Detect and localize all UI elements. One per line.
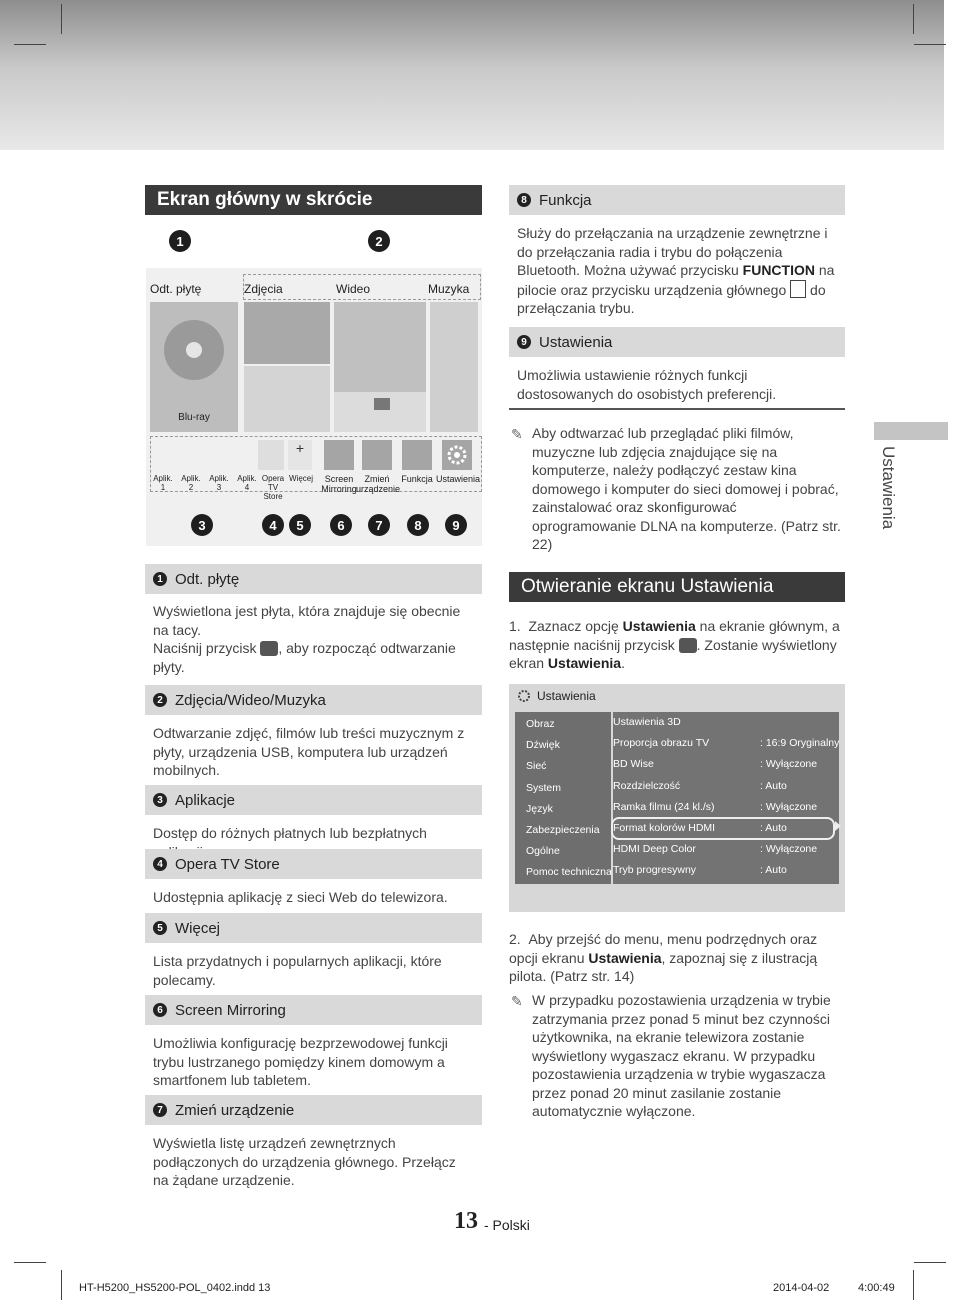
menu-option-value: : Wyłączone: [760, 843, 818, 856]
step-1: [509, 617, 845, 673]
callout-9: 9: [445, 514, 467, 536]
step-1-d: . Zostanie wyświetlony ekran: [509, 636, 837, 671]
item-8-title: Funkcja: [539, 191, 592, 209]
more-tile: +: [288, 440, 312, 470]
item-2-text: Odtwarzanie zdjęć, filmów lub treści muzycznym z płyty, urządzenia USB, komputera lub urządzeń mobilnych.: [153, 725, 465, 778]
disc-tile: [150, 302, 238, 432]
item-2-title: Zdjęcia/Wideo/Muzyka: [175, 691, 326, 709]
menu-category-item[interactable]: System: [526, 781, 562, 794]
label-music: Muzyka: [428, 282, 470, 296]
settings-label: Ustawienia: [436, 474, 481, 484]
item-9-header: [509, 327, 845, 357]
label-bluray: Blu-ray: [178, 412, 210, 423]
callout-7: 7: [368, 514, 390, 536]
app-4-label: Aplik. 4: [237, 474, 257, 492]
divider: [509, 408, 845, 410]
item-4-num: 4: [153, 857, 167, 871]
step-1-f: .: [621, 655, 625, 671]
item-5-num: 5: [153, 921, 167, 935]
crop-mark: [913, 1270, 914, 1300]
item-3-text: Dostęp do różnych płatnych lub bezpłatnych: [153, 825, 427, 841]
menu-option-value: : Wyłączone: [760, 758, 818, 771]
item-5-title: Więcej: [175, 919, 221, 937]
item-6-header: [145, 995, 482, 1025]
item-3-title: Aplikacje: [175, 791, 236, 809]
change-device-label: Zmień urządzenie: [356, 474, 401, 494]
menu-option-label[interactable]: Format kolorów HDMI: [613, 822, 716, 834]
item-8-desc-c: na pilocie oraz przycisku urządzenia głównego: [517, 262, 835, 298]
enter-button-icon: [679, 638, 697, 653]
step-1-e: Ustawienia: [547, 655, 622, 671]
menu-option-value: : Auto: [760, 779, 787, 792]
menu-option-label[interactable]: Proporcja obrazu TV: [613, 737, 710, 750]
page-lang: - Polski: [484, 1217, 530, 1233]
crop-mark: [914, 44, 946, 45]
note-icon: ✎: [511, 993, 523, 1009]
media-group-outline: [243, 274, 481, 300]
label-photos: Zdjęcia: [244, 282, 283, 296]
item-1-header: [145, 564, 482, 594]
item-4-text: Udostępnia aplikację z sieci Web do telewizora.: [153, 889, 448, 905]
item-8-text: [517, 224, 835, 318]
menu-option-label[interactable]: BD Wise: [613, 758, 654, 771]
callout-6: 6: [330, 514, 352, 536]
menu-option-value: : Auto: [760, 822, 787, 834]
item-7-num: 7: [153, 1103, 167, 1117]
video-tile: [334, 302, 426, 432]
step-2-num: 2.: [509, 931, 521, 947]
opera-tile: [258, 440, 284, 470]
side-tab: [874, 422, 948, 440]
item-6-num: 6: [153, 1003, 167, 1017]
section-2-title: [509, 572, 845, 602]
item-6-text: Umożliwia konfigurację bezprzewodowej funkcji trybu lustrzanego pomiędzy kinem domowym a smartfonem lub tabletem.: [153, 1035, 448, 1088]
crop-mark: [914, 1262, 946, 1263]
item-9-title: Ustawienia: [539, 333, 613, 351]
menu-category-item[interactable]: Ogólne: [526, 845, 560, 858]
app-2-label: Aplik. 2: [181, 474, 201, 492]
menu-option-value: : Wyłączone: [760, 800, 818, 813]
header-band: [0, 0, 944, 150]
function-tile: [402, 440, 432, 470]
highlight-frame: [611, 817, 835, 840]
menu-category-item[interactable]: Obraz: [526, 718, 555, 730]
crop-mark: [61, 4, 62, 34]
function-button-icon: [790, 280, 806, 298]
item-5-header: [145, 913, 482, 943]
callout-2: 2: [368, 230, 390, 252]
menu-option-label[interactable]: Ramka filmu (24 kl./s): [613, 800, 715, 813]
settings-menu-left: [515, 712, 611, 884]
menu-option-label[interactable]: Tryb progresywny: [613, 864, 697, 877]
note-icon: ✎: [511, 426, 523, 442]
menu-option-value: : 16:9 Oryginalny: [760, 737, 840, 750]
app-3-label: Aplik. 3: [209, 474, 229, 492]
step-1-c: na ekranie głównym, a następnie naciśnij przycisk: [509, 618, 840, 653]
change-device-tile: [362, 440, 392, 470]
photos-tile: [244, 302, 330, 364]
item-7-title: Zmień urządzenie: [175, 1101, 295, 1119]
label-play-disc: Odt. płytę: [150, 282, 202, 296]
item-9-text: Umożliwia ustawienie różnych funkcji dostosowanych do osobistych preferencji.: [517, 367, 777, 402]
item-2-header: [145, 685, 482, 715]
enter-button-icon: [260, 641, 278, 656]
item-6-title: Screen Mirroring: [175, 1001, 286, 1019]
step-1-a: Zaznacz opcję: [528, 618, 623, 634]
item-1-num: 1: [153, 572, 167, 586]
item-8-function-word: FUNCTION: [742, 262, 815, 278]
crop-mark: [913, 4, 914, 34]
step-2-b: Ustawienia: [588, 949, 662, 966]
callout-8: 8: [407, 514, 429, 536]
item-8-desc-d: do przełączania trybu.: [517, 281, 826, 316]
function-label: Funkcja: [401, 474, 433, 484]
page-number: 13: [454, 1208, 478, 1234]
gear-icon: [517, 689, 531, 703]
menu-option-value: : Auto: [760, 864, 787, 877]
crop-mark: [14, 44, 46, 45]
footer-file: HT-H5200_HS5200-POL_0402.indd 13: [79, 1282, 271, 1294]
item-9-num: 9: [517, 335, 531, 349]
menu-option-label[interactable]: Rozdzielczość: [613, 779, 681, 792]
menu-category-item[interactable]: Sieć: [526, 760, 547, 773]
settings-tile: [442, 440, 472, 470]
settings-menu: [509, 684, 845, 912]
screen-mirroring-label: Screen Mirroring: [321, 474, 357, 494]
section-title: [145, 185, 482, 215]
home-screen-illustration: [146, 268, 482, 546]
item-1-desc: Wyświetlona jest płyta, która znajduje się obecnie na tacy.: [153, 603, 461, 638]
item-3-header: [145, 785, 482, 815]
step-1-b: Ustawienia: [622, 618, 696, 634]
footer-date: 2014-04-02: [773, 1282, 830, 1294]
callout-5: 5: [289, 514, 311, 536]
label-video: Wideo: [336, 282, 371, 296]
callout-4: 4: [262, 514, 284, 536]
item-3-num: 3: [153, 793, 167, 807]
menu-category-item[interactable]: Pomoc techniczna: [526, 866, 612, 879]
opera-label: Opera TV Store: [261, 474, 285, 501]
menu-option-label[interactable]: Ustawienia 3D: [613, 716, 681, 728]
photos-tile-2: [244, 366, 330, 432]
more-label: Więcej: [288, 474, 313, 483]
menu-category-item[interactable]: Dźwięk: [526, 739, 560, 752]
screen-mirroring-tile: [324, 440, 354, 470]
item-7-header: [145, 1095, 482, 1125]
settings-menu-header: [509, 684, 845, 708]
settings-menu-title: Ustawienia: [537, 689, 596, 703]
section-2-title-text: Otwieranie ekranu Ustawienia: [521, 576, 774, 597]
gear-icon: [442, 440, 472, 470]
callout-3: 3: [191, 514, 213, 536]
item-1-desc2b: , aby rozpocząć odtwarzanie płyty.: [153, 640, 456, 675]
step-2-a: Aby przejść do menu, menu podrzędnych oraz opcji ekranu: [509, 931, 818, 966]
app-1-label: Aplik. 1: [153, 474, 173, 492]
arrow-right-icon: [835, 821, 841, 831]
item-8-num: 8: [517, 193, 531, 207]
item-8-header: [509, 185, 845, 215]
step-2: [509, 930, 845, 986]
note-2: W przypadku pozostawienia urządzenia w trybie zatrzymania przez ponad 5 minut bez czynności użytkownika, na ekranie telewizora zostanie wyświetlony wygaszacz ekranu. W przypadku pozostawienia urządzenia w trybie wygaszacza przez ponad 20 minut zasilanie zostanie automatycznie wyłączone.: [532, 992, 831, 1119]
item-4-title: Opera TV Store: [175, 855, 280, 873]
menu-category-item[interactable]: Język: [526, 802, 553, 815]
item-1-title: Odt. płytę: [175, 570, 240, 588]
item-8-desc-a: Służy do przełączania na urządzenie zewnętrzne i do przełączania radia i trybu do połączenia Bluetooth. Można używać przycisku: [517, 225, 828, 278]
callout-1: 1: [169, 230, 191, 252]
section-title-text: Ekran główny w skrócie: [157, 189, 373, 210]
step-2-c: , zapoznaj się z ilustracją pilota. (Patrz str. 14): [509, 949, 818, 984]
item-7-text: Wyświetla listę urządzeń zewnętrznych podłączonych do urządzenia głównego. Przełącz na żądane urządzenie.: [153, 1135, 456, 1188]
item-1-text: [153, 602, 473, 676]
menu-category-item[interactable]: Zabezpieczenia: [526, 824, 600, 836]
item-5-text: Lista przydatnych i popularnych aplikacji, które polecamy.: [153, 953, 442, 988]
crop-mark: [14, 1262, 46, 1263]
menu-option-label[interactable]: HDMI Deep Color: [613, 843, 696, 856]
crop-mark: [61, 1270, 62, 1300]
video-scene-icon: [334, 302, 426, 432]
item-4-header: [145, 849, 482, 879]
side-tab-label: Ustawienia: [879, 446, 898, 530]
item-1-desc2a: Naciśnij przycisk: [153, 640, 261, 656]
note-1: Aby odtwarzać lub przeglądać pliki filmów, muzyczne lub zdjęcia znajdujące się na komputerze, należy podłączyć zestaw kina domowego i komputer do sieci domowej i pobrać, zainstalować oraz skonfigurować oprogramowanie DLNA na komputerze. (Patrz str. 22): [532, 425, 841, 552]
step-1-num: 1.: [509, 618, 521, 634]
item-2-num: 2: [153, 693, 167, 707]
music-tile: [430, 302, 478, 432]
footer-time: 4:00:49: [858, 1282, 895, 1294]
